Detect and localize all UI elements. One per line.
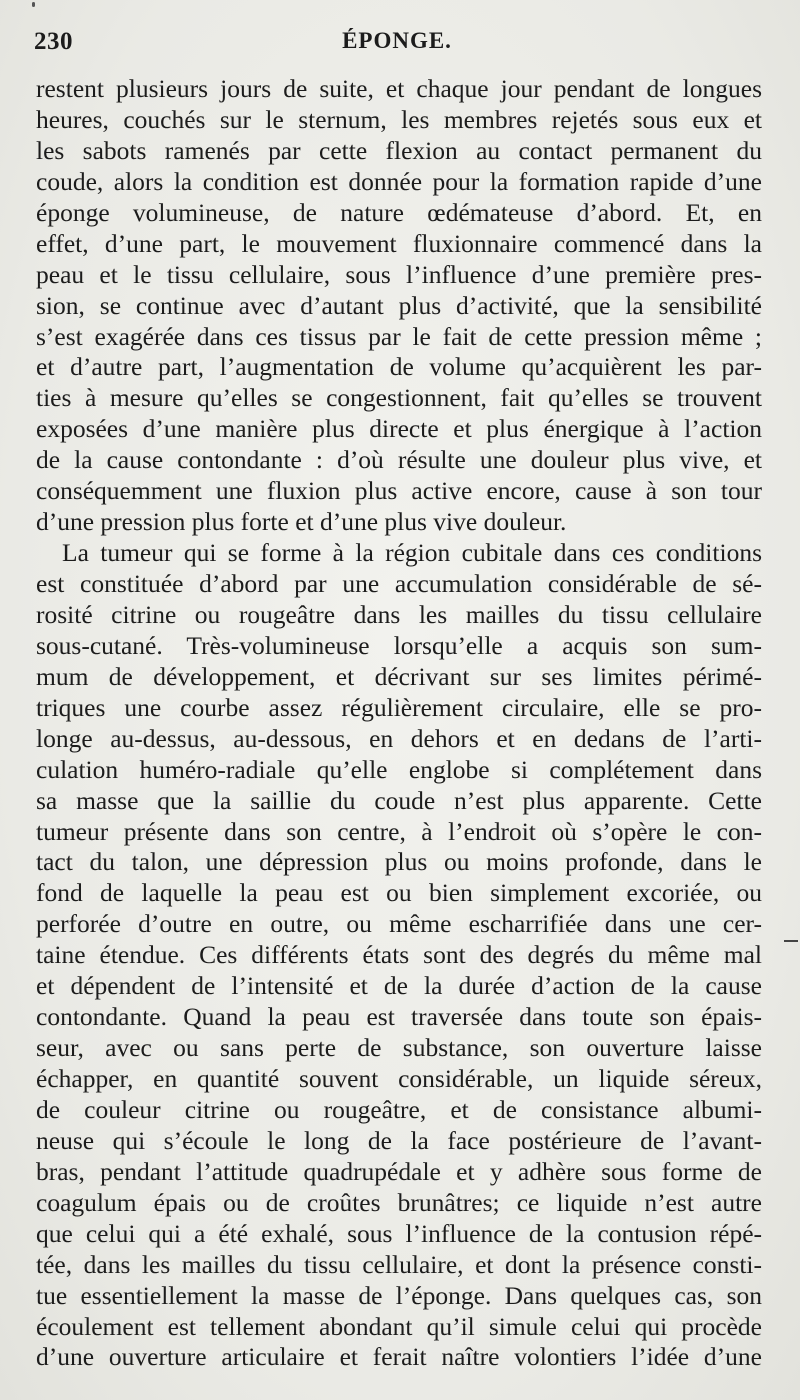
text-line: bras, pendant l’attitude quadrupédale et y adhère sous forme de [36, 1156, 762, 1186]
text-line: les sabots ramenés par cette flexion au contact permanent du [36, 135, 762, 165]
text-line: restent plusieurs jours de suite, et chaque jour pendant de longues [36, 74, 762, 103]
text-line: rosité citrine ou rougeâtre dans les mailles du tissu cellulaire [36, 599, 762, 629]
text-line: taine étendue. Ces différents états sont des degrés du même mal [36, 940, 762, 970]
text-line: neuse qui s’écoule le long de la face postérieure de l’avant- [36, 1125, 762, 1155]
text-line: écoulement est tellement abondant qu’il simule celui qui procède [36, 1311, 762, 1341]
text-line: que celui qui a été exhalé, sous l’influence de la contusion répé- [36, 1218, 762, 1248]
page-number: 230 [34, 28, 73, 55]
margin-mark [784, 940, 798, 942]
paragraph-1 [36, 74, 762, 538]
text-line: et d’autre part, l’augmentation de volume qu’acquièrent les par- [36, 352, 762, 382]
text-line: longe au-dessus, au-dessous, en dehors et en dedans de l’arti- [36, 723, 762, 753]
text-line: tue essentiellement la masse de l’éponge. Dans quelques cas, son [36, 1280, 762, 1310]
text-line: coude, alors la condition est donnée pour la formation rapide d’une [36, 166, 762, 196]
text-line: et dépendent de l’intensité et de la durée d’action de la cause [36, 971, 762, 1001]
text-line: triques une courbe assez régulièrement circulaire, elle se pro- [36, 692, 762, 722]
text-line: échapper, en quantité souvent considérable, un liquide séreux, [36, 1064, 762, 1093]
text-line: d’une ouverture articulaire et ferait naître volontiers l’idée d’une [36, 1342, 762, 1372]
body-text [36, 74, 762, 1373]
text-line: heures, couchés sur le sternum, les membres rejetés sous eux et [36, 104, 762, 134]
text-line: culation huméro-radiale qu’elle englobe si complétement dans [36, 754, 762, 784]
text-line: peau et le tissu cellulaire, sous l’influence d’une première pres- [36, 259, 762, 289]
text-line: d’une pression plus forte et d’une plus vive douleur. [36, 507, 567, 537]
page-header [34, 28, 760, 62]
text-line: mum de développement, et décrivant sur ses limites périmé- [36, 661, 762, 691]
text-line: contondante. Quand la peau est traversée dans toute son épais- [36, 1002, 762, 1032]
text-line: sa masse que la saillie du coude n’est plus apparente. Cette [36, 785, 762, 815]
text-line: sion, se continue avec d’autant plus d’activité, que la sensibilité [36, 290, 762, 320]
text-line: éponge volumineuse, de nature œdémateuse d’abord. Et, en [36, 197, 762, 227]
text-line: coagulum épais ou de croûtes brunâtres; ce liquide n’est autre [36, 1187, 762, 1217]
text-line: effet, d’une part, le mouvement fluxionnaire commencé dans la [36, 228, 762, 258]
text-line: perforée d’outre en outre, ou même escharrifiée dans une cer- [36, 909, 762, 939]
text-line: exposées d’une manière plus directe et plus énergique à l’action [36, 414, 762, 444]
text-line: tée, dans les mailles du tissu cellulaire, et dont la présence consti- [36, 1249, 762, 1279]
running-title: ÉPONGE. [342, 28, 452, 53]
text-line: fond de laquelle la peau est ou bien simplement excoriée, ou [36, 878, 762, 908]
text-line: tumeur présente dans son centre, à l’endroit où s’opère le con- [36, 816, 762, 846]
text-line: conséquemment une fluxion plus active encore, cause à son tour [36, 476, 762, 506]
text-line: de couleur citrine ou rougeâtre, et de consistance albumi- [36, 1094, 762, 1124]
text-line: La tumeur qui se forme à la région cubitale dans ces conditions [62, 538, 762, 568]
text-line: seur, avec ou sans perte de substance, son ouverture laisse [36, 1033, 762, 1063]
ink-speck [32, 2, 35, 7]
text-line: est constituée d’abord par une accumulation considérable de sé- [36, 569, 762, 598]
text-line: sous-cutané. Très-volumineuse lorsqu’elle a acquis son sum- [36, 630, 762, 660]
paragraph-2 [36, 538, 762, 1373]
text-line: de la cause contondante : d’où résulte une douleur plus vive, et [36, 445, 762, 475]
text-line: s’est exagérée dans ces tissus par le fait de cette pression même ; [36, 321, 762, 351]
text-line: tact du talon, une dépression plus ou moins profonde, dans le [36, 847, 762, 877]
text-line: ties à mesure qu’elles se congestionnent, fait qu’elles se trouvent [36, 383, 762, 413]
